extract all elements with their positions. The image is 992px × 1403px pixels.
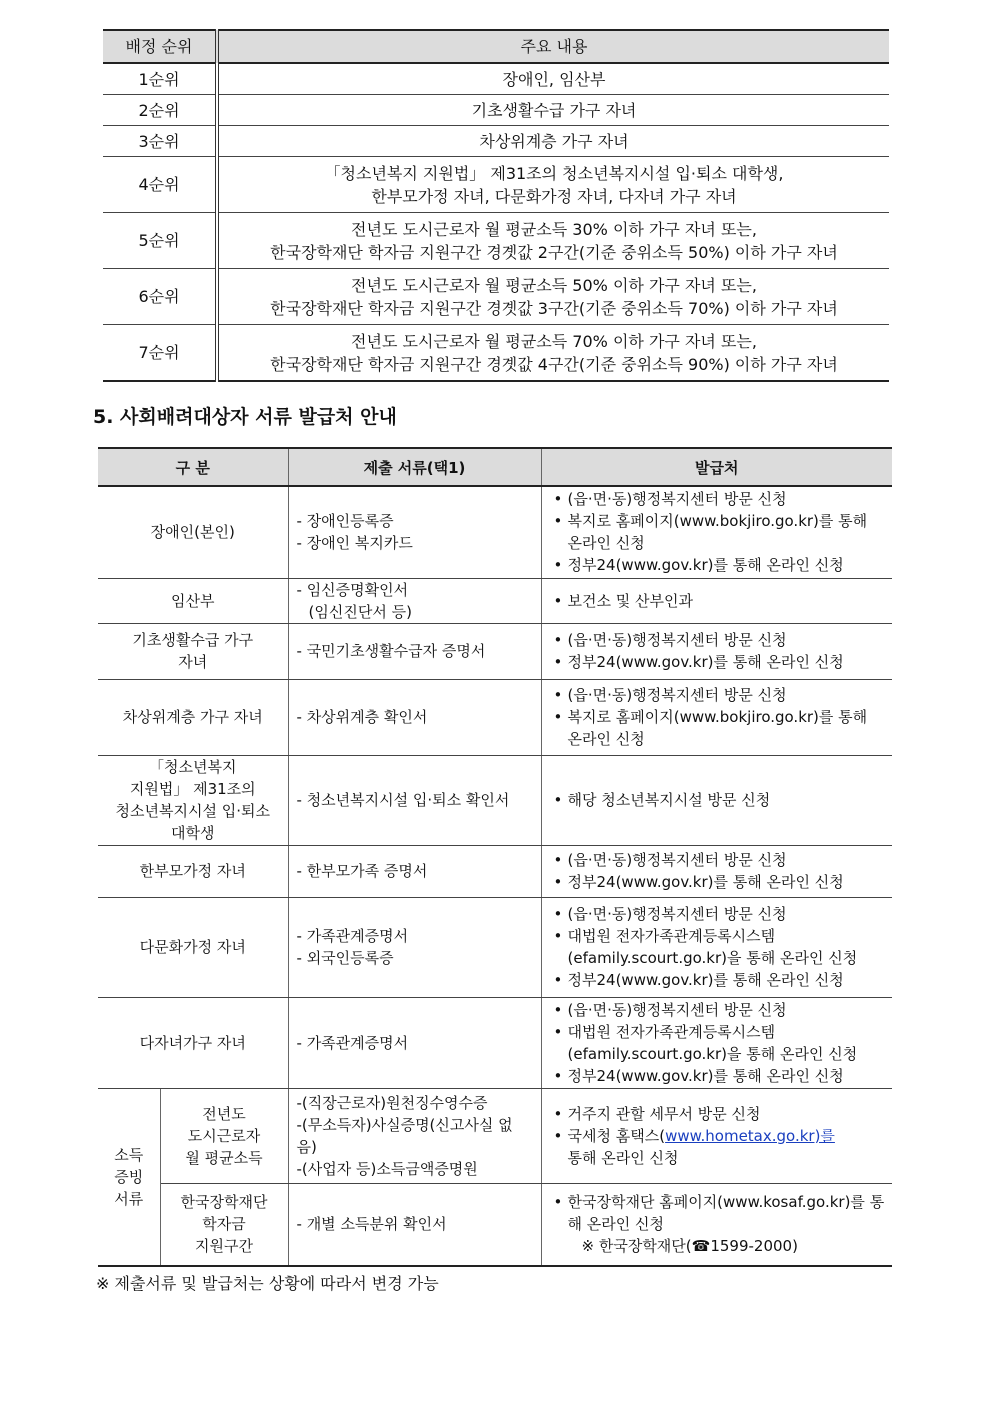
issuer-header-category: 구 분	[98, 448, 288, 486]
category-line: 장애인(본인)	[150, 523, 235, 542]
priority-table	[103, 29, 889, 382]
priority-row	[103, 95, 889, 126]
category-line: 다자녀가구 자녀	[139, 1033, 246, 1052]
issuer-item: • (읍·면·동)행정복지센터 방문 신청	[548, 629, 887, 651]
income-sub1-line: 월 평균소득	[185, 1148, 263, 1167]
category-line: 다문화가정 자녀	[139, 938, 246, 956]
issuer-places	[541, 679, 892, 755]
priority-rank: 6순위	[103, 269, 217, 325]
issuer-row	[98, 679, 892, 755]
issuer-list	[548, 629, 887, 673]
issuer-category	[98, 623, 288, 679]
priority-content-line: 전년도 도시근로자 월 평균소득 70% 이하 가구 자녀 또는,	[351, 331, 757, 351]
issuer-list	[548, 1191, 887, 1235]
income-sub1-label	[160, 1088, 288, 1183]
issuer-docs	[288, 997, 541, 1088]
issuer-list	[548, 849, 887, 893]
issuer-category	[98, 578, 288, 623]
doc-line: -(사업자 등)소득금액증명원	[296, 1159, 478, 1178]
issuer-item: • 정부24(www.gov.kr)를 통해 온라인 신청	[548, 651, 887, 673]
priority-row	[103, 325, 889, 382]
doc-line: - 임신증명확인서	[296, 580, 409, 599]
issuer-item: • 대법원 전자가족관계등록시스템 (efamily.scourt.go.kr)을 통해 온라인 신청	[548, 925, 887, 969]
footnote: ※ 제출서류 및 발급처는 상황에 따라서 변경 가능	[96, 1274, 439, 1293]
doc-line: - 가족관계증명서	[296, 927, 409, 945]
priority-header-rank: 배정 순위	[103, 30, 217, 63]
issuer-row	[98, 897, 892, 997]
priority-content-line: 한국장학재단 학자금 지원구간 경곗값 3구간(기준 중위소득 70%) 이하 가구 자녀	[270, 298, 838, 318]
issuer-row	[98, 623, 892, 679]
issuer-places	[541, 897, 892, 997]
doc-line: - 개별 소득분위 확인서	[296, 1215, 447, 1234]
priority-rank: 7순위	[103, 325, 217, 382]
priority-content	[217, 95, 889, 126]
issuer-list	[548, 590, 887, 612]
income-row-1	[98, 1088, 892, 1183]
issuer-category	[98, 897, 288, 997]
issuer-list	[548, 903, 887, 991]
income-group-line: 소득	[114, 1145, 144, 1164]
kosaf-note: ※ 한국장학재단(☎1599-2000)	[581, 1237, 798, 1256]
priority-rank: 1순위	[103, 63, 217, 95]
income-sub2-issuers	[541, 1183, 892, 1266]
category-line: 한부모가정 자녀	[139, 862, 246, 880]
income-sub1-issuers	[541, 1088, 892, 1183]
issuer-row	[98, 997, 892, 1088]
priority-rank: 4순위	[103, 157, 217, 213]
issuer-header-issuer: 발급처	[541, 448, 892, 486]
issuer-item: • 거주지 관할 세무서 방문 신청	[548, 1103, 887, 1125]
priority-content	[217, 63, 889, 95]
issuer-category	[98, 679, 288, 755]
issuer-item	[548, 1125, 887, 1169]
issuer-docs	[288, 897, 541, 997]
income-row-2	[98, 1183, 892, 1266]
issuer-item: • (읍·면·동)행정복지센터 방문 신청	[548, 903, 887, 925]
category-line: 임산부	[171, 591, 215, 610]
priority-rank: 2순위	[103, 95, 217, 126]
issuer-row	[98, 578, 892, 623]
priority-content	[217, 213, 889, 269]
issuer-docs	[288, 623, 541, 679]
category-line: 자녀	[178, 653, 208, 671]
issuer-docs	[288, 845, 541, 897]
issuer-places	[541, 486, 892, 578]
issuer-item: • 복지로 홈페이지(www.bokjiro.go.kr)를 통해 온라인 신청	[548, 706, 887, 750]
section-title: 5. 사회배려대상자 서류 발급처 안내	[93, 406, 397, 428]
priority-header-row	[103, 30, 889, 63]
issuer-header-docs: 제출 서류(택1)	[288, 448, 541, 486]
issuer-category	[98, 755, 288, 845]
income-group-line: 서류	[114, 1189, 144, 1208]
issuer-list	[548, 999, 887, 1087]
doc-line: - 차상위계층 확인서	[296, 708, 428, 726]
priority-content-line: 한국장학재단 학자금 지원구간 경곗값 4구간(기준 중위소득 90%) 이하 가구 자녀	[270, 354, 838, 374]
issuer-item: • 정부24(www.gov.kr)를 통해 온라인 신청	[548, 1065, 887, 1087]
doc-line: - 외국인등록증	[296, 949, 394, 967]
priority-header-content: 주요 내용	[217, 30, 889, 63]
priority-content-line: 전년도 도시근로자 월 평균소득 50% 이하 가구 자녀 또는,	[351, 275, 757, 295]
category-line: 지원법」 제31조의	[129, 780, 256, 798]
priority-row	[103, 213, 889, 269]
doc-line: - 청소년복지시설 입·퇴소 확인서	[296, 791, 510, 809]
priority-content	[217, 325, 889, 382]
issuer-docs	[288, 755, 541, 845]
issuer-docs	[288, 679, 541, 755]
issuer-list	[548, 488, 887, 576]
hometax-link[interactable]: www.hometax.go.kr)를	[665, 1126, 835, 1145]
issuer-item: • 복지로 홈페이지(www.bokjiro.go.kr)를 통해 온라인 신청	[548, 510, 887, 554]
doc-line: -(직장근로자)원천징수영수증	[296, 1093, 488, 1112]
priority-row	[103, 63, 889, 95]
priority-row	[103, 269, 889, 325]
issuer-docs	[288, 486, 541, 578]
issuer-docs	[288, 578, 541, 623]
issuer-table	[98, 447, 892, 1267]
category-line: 대학생	[171, 824, 215, 842]
issuer-category	[98, 845, 288, 897]
issuer-list	[548, 1103, 887, 1169]
priority-content-line: 「청소년복지 지원법」 제31조의 청소년복지시설 입·퇴소 대학생,	[324, 163, 784, 183]
issuer-item: • (읍·면·동)행정복지센터 방문 신청	[548, 849, 887, 871]
priority-content	[217, 126, 889, 157]
priority-row	[103, 157, 889, 213]
issuer-row	[98, 486, 892, 578]
income-sub2-docs	[288, 1183, 541, 1266]
income-sub1-docs	[288, 1088, 541, 1183]
issuer-item: • 보건소 및 산부인과	[548, 590, 887, 612]
income-sub2-line: 한국장학재단	[180, 1193, 268, 1212]
issuer-list	[548, 684, 887, 750]
income-sub2-label	[160, 1183, 288, 1266]
issuer-item: • 정부24(www.gov.kr)를 통해 온라인 신청	[548, 969, 887, 991]
issuer-list	[548, 789, 887, 811]
doc-line: - 장애인등록증	[296, 512, 394, 531]
priority-content-line: 한부모가정 자녀, 다문화가정 자녀, 다자녀 가구 자녀	[371, 186, 737, 206]
issuer-table-body	[98, 486, 892, 1088]
issuer-places	[541, 845, 892, 897]
priority-content	[217, 157, 889, 213]
priority-rank: 5순위	[103, 213, 217, 269]
issuer-row	[98, 755, 892, 845]
issuer-places	[541, 623, 892, 679]
doc-line: (임신진단서 등)	[308, 602, 412, 621]
income-group-label	[98, 1088, 160, 1266]
issuer-item: • 해당 청소년복지시설 방문 신청	[548, 789, 887, 811]
doc-line: -(무소득자)사실증명(신고사실 없음)	[296, 1115, 513, 1156]
doc-line: - 한부모가족 증명서	[296, 862, 428, 880]
doc-line: - 가족관계증명서	[296, 1033, 409, 1052]
priority-content-line: 차상위계층 가구 자녀	[479, 131, 629, 151]
issuer-text: 통해 온라인 신청	[567, 1148, 679, 1167]
priority-content-line: 전년도 도시근로자 월 평균소득 30% 이하 가구 자녀 또는,	[351, 219, 757, 239]
priority-rank: 3순위	[103, 126, 217, 157]
income-section	[98, 1088, 892, 1266]
issuer-item: • (읍·면·동)행정복지센터 방문 신청	[548, 999, 887, 1021]
priority-content-line: 장애인, 임산부	[502, 69, 606, 89]
priority-content-line: 한국장학재단 학자금 지원구간 경곗값 2구간(기준 중위소득 50%) 이하 가구 자녀	[270, 242, 838, 262]
category-line: 「청소년복지	[149, 758, 237, 776]
issuer-places	[541, 755, 892, 845]
category-line: 기초생활수급 가구	[132, 631, 254, 649]
issuer-text: 국세청 홈택스(	[567, 1126, 666, 1145]
issuer-header-row	[98, 448, 892, 486]
doc-line: - 국민기초생활수급자 증명서	[296, 642, 486, 660]
issuer-item: • (읍·면·동)행정복지센터 방문 신청	[548, 684, 887, 706]
priority-row	[103, 126, 889, 157]
income-sub2-line: 지원구간	[195, 1237, 253, 1256]
priority-content-line: 기초생활수급 가구 자녀	[471, 100, 637, 120]
priority-content	[217, 269, 889, 325]
issuer-places	[541, 578, 892, 623]
doc-line: - 장애인 복지카드	[296, 534, 413, 553]
issuer-places	[541, 997, 892, 1088]
issuer-item: • 정부24(www.gov.kr)를 통해 온라인 신청	[548, 554, 887, 576]
income-sub2-line: 학자금	[202, 1215, 246, 1234]
issuer-category	[98, 486, 288, 578]
income-group-line: 증빙	[114, 1167, 144, 1186]
priority-table-body	[103, 63, 889, 381]
issuer-item: • 대법원 전자가족관계등록시스템 (efamily.scourt.go.kr)을 통해 온라인 신청	[548, 1021, 887, 1065]
issuer-row	[98, 845, 892, 897]
issuer-item: • 정부24(www.gov.kr)를 통해 온라인 신청	[548, 871, 887, 893]
income-sub1-line: 도시근로자	[187, 1126, 261, 1145]
issuer-item: • 한국장학재단 홈페이지(www.kosaf.go.kr)를 통해 온라인 신청	[548, 1191, 887, 1235]
issuer-category	[98, 997, 288, 1088]
issuer-item: • (읍·면·동)행정복지센터 방문 신청	[548, 488, 887, 510]
income-sub1-line: 전년도	[202, 1104, 246, 1123]
category-line: 청소년복지시설 입·퇴소	[115, 802, 270, 820]
category-line: 차상위계층 가구 자녀	[122, 708, 263, 726]
